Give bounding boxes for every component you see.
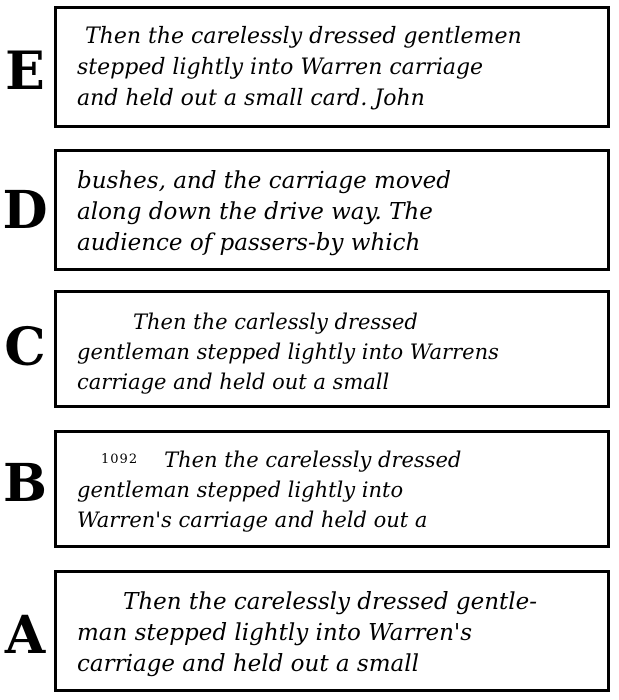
sample-line: Then the carlessly dressed (133, 310, 418, 334)
handwriting-sample-b (57, 433, 607, 545)
sample-line: carriage and held out a small (77, 370, 390, 394)
specimen-letter-c: C (4, 317, 46, 378)
sample-line: and held out a small card. John (77, 86, 425, 111)
handwriting-sample-e (57, 9, 607, 125)
specimen-row-d (0, 149, 619, 271)
sample-line: man stepped lightly into Warren's (77, 620, 473, 646)
specimen-letter-e: E (5, 41, 45, 102)
sample-line: carriage and held out a small (77, 651, 419, 677)
sample-line: gentleman stepped lightly into (77, 478, 404, 502)
handwriting-sample-c (57, 293, 607, 405)
sample-line: Warren's carriage and held out a (77, 508, 428, 532)
specimen-box-b (54, 430, 610, 548)
sample-line: stepped lightly into Warren carriage (77, 55, 484, 80)
sample-line: bushes, and the carriage moved (77, 168, 452, 194)
specimen-letter-b: B (3, 453, 47, 514)
sample-line: audience of passers-by which (77, 230, 421, 256)
sample-line-with-number (71, 445, 593, 475)
sample-line: gentleman stepped lightly into Warrens (77, 340, 499, 364)
sample-line: Then the carelessly dressed gentle- (123, 589, 538, 615)
specimen-box-d (54, 149, 610, 271)
specimen-box-c (54, 290, 610, 408)
specimen-row-b (0, 430, 619, 548)
handwriting-sample-a (57, 573, 607, 689)
specimen-row-c (0, 290, 619, 408)
specimen-box-a (54, 570, 610, 692)
sample-line: along down the drive way. The (77, 199, 433, 225)
specimen-number: 1092 (101, 452, 139, 467)
specimen-row-a (0, 570, 619, 692)
specimen-box-e (54, 6, 610, 128)
specimen-row-e (0, 6, 619, 128)
specimen-letter-a: A (4, 605, 46, 666)
sample-line: Then the carelessly dressed gentlemen (85, 24, 522, 49)
handwriting-sample-d (57, 152, 607, 268)
sample-line-text: Then the carelessly dressed (164, 448, 462, 472)
specimen-letter-d: D (2, 180, 48, 241)
